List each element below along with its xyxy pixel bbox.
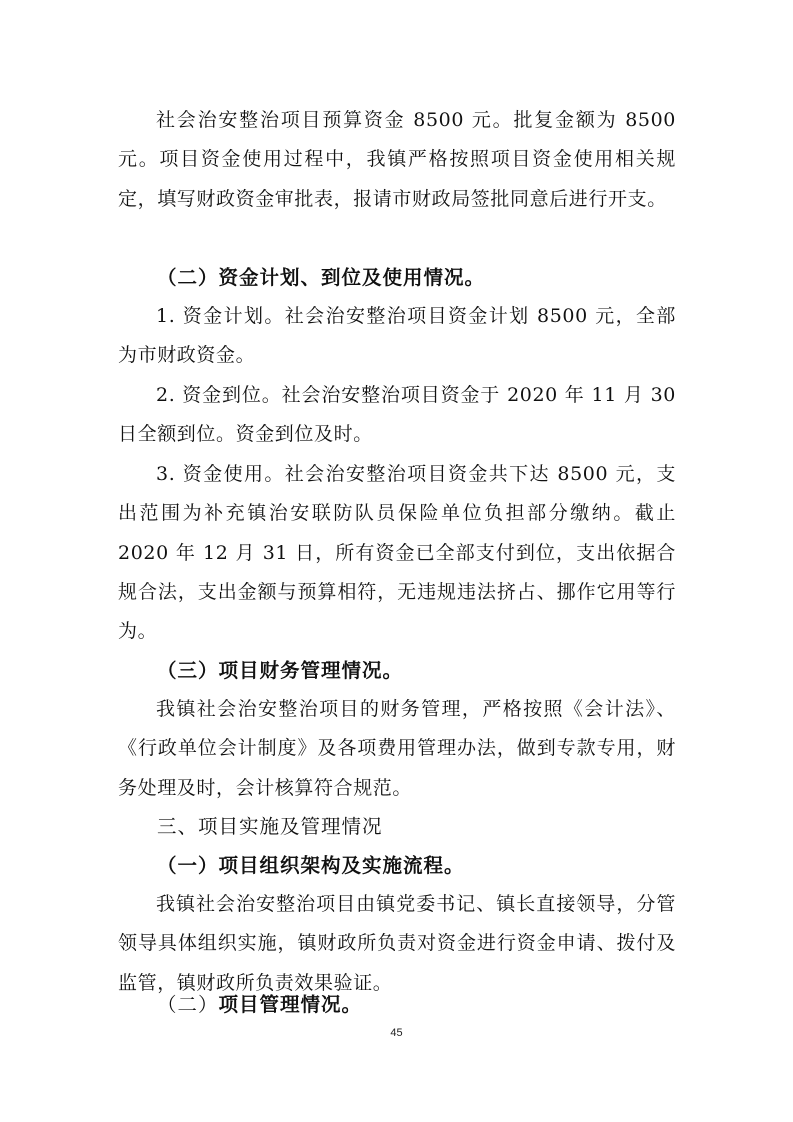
paragraph-organization: 我镇社会治安整治项目由镇党委书记、镇长直接领导，分管领导具体组织实施，镇财政所负责对资金进行资金申请、拨付及监管，镇财政所负责效果验证。 (118, 893, 676, 994)
heading-project-management-title: 项目管理情况。 (218, 993, 363, 1016)
heading-organization: （一）项目组织架构及实施流程。 (157, 854, 465, 877)
heading-project-management (118, 985, 676, 1024)
heading-section-3: 三、项目实施及管理情况 (157, 815, 383, 838)
heading-funds-plan: （二）资金计划、到位及使用情况。 (157, 266, 486, 289)
paragraph-fund-usage: 3. 资金使用。社会治安整治项目资金共下达 8500 元，支出范围为补充镇治安联防队员保险单位负担部分缴纳。截止 2020 年 12 月 31 日，所有资金已全部支付到位，支出依据合规合法，支出金额与预算相符，无违规违法挤占、挪作它用等行为。 (118, 463, 676, 643)
paragraph-budget: 社会治安整治项目预算资金 8500 元。批复金额为 8500 元。项目资金使用过程中，我镇严格按照项目资金使用相关规定，填写财政资金审批表，报请市财政局签批同意后进行开支。 (118, 109, 676, 210)
heading-project-management-number: （二） (157, 993, 219, 1016)
paragraph-financial-management: 我镇社会治安整治项目的财务管理，严格按照《会计法》、《行政单位会计制度》及各项费用管理办法，做到专款专用，财务处理及时，会计核算符合规范。 (118, 698, 676, 799)
heading-financial-management: （三）项目财务管理情况。 (157, 659, 404, 682)
paragraph-fund-plan: 1. 资金计划。社会治安整治项目资金计划 8500 元，全部为市财政资金。 (118, 305, 676, 367)
paragraph-fund-arrival: 2. 资金到位。社会治安整治项目资金于 2020 年 11 月 30 日全额到位。资金到位及时。 (118, 384, 676, 446)
page-number: 45 (390, 1027, 403, 1039)
